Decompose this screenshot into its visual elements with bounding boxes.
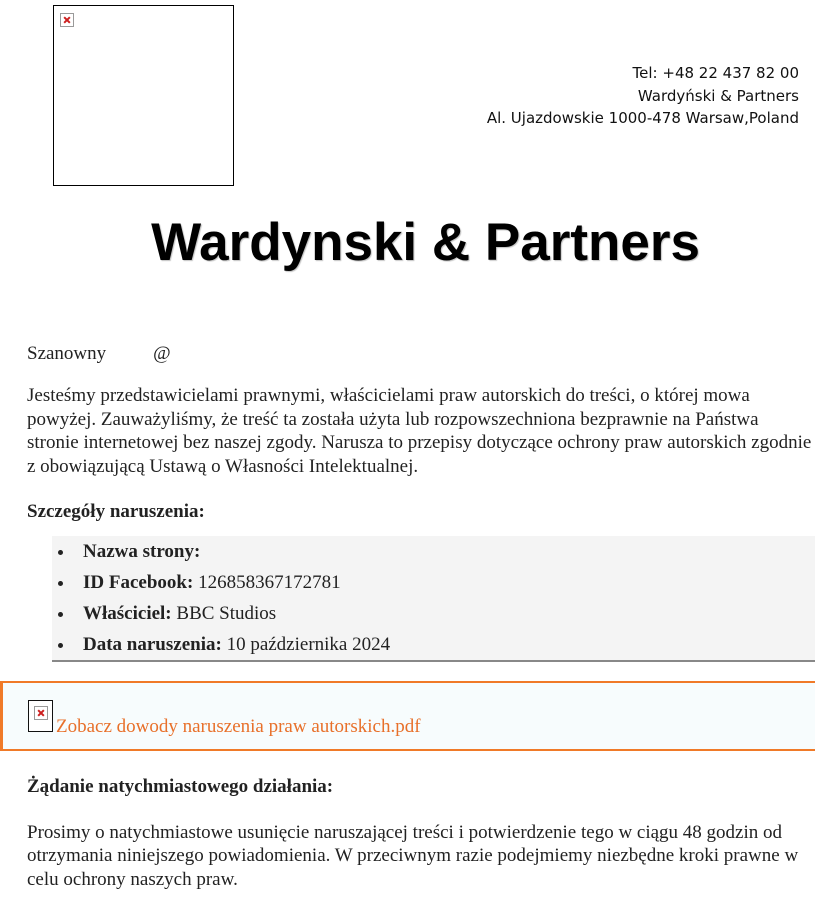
details-value: 126858367172781	[198, 571, 341, 593]
details-heading: Szczegóły naruszenia:	[27, 501, 205, 522]
contact-block	[487, 62, 799, 130]
demand-paragraph: Prosimy o natychmiastowe usunięcie naruszającej treści i potwierdzenie tego w ciągu 48 godzin od otrzymania niniejszego powiadomienia. W przeciwnym razie podejmiemy niezbędne kroki prawne w celu ochrony naszych praw.	[27, 821, 799, 890]
contact-phone: Tel: +48 22 437 82 00	[632, 64, 799, 82]
letter-body	[27, 338, 815, 662]
contact-address: Al. Ujazdowskie 1000-478 Warsaw,Poland	[486, 109, 799, 127]
greeting	[27, 338, 815, 370]
details-item-site-name	[52, 536, 815, 567]
details-label: Właściciel:	[83, 602, 172, 624]
contact-company: Wardyński & Partners	[637, 86, 799, 105]
details-list	[52, 536, 815, 662]
logo-image	[53, 5, 234, 186]
details-item-date	[52, 629, 815, 660]
details-item-facebook-id	[52, 567, 815, 598]
broken-image-icon	[60, 13, 74, 27]
greeting-at-symbol: @	[153, 343, 171, 364]
intro-paragraph: Jesteśmy przedstawicielami prawnymi, właścicielami praw autorskich do treści, o której mowa powyżej. Zauważyliśmy, że treść ta została użyta lub rozpowszechniona bezprawnie na Państwa stronie internetowej bez naszej zgody. Narusza to przepisy dotyczące ochrony praw autorskich zgodnie z obowiązującą Ustawą o Własności Intelektualnej.	[27, 385, 812, 477]
demand-heading: Żądanie natychmiastowego działania:	[27, 776, 334, 797]
details-label: Nazwa strony:	[83, 540, 201, 562]
demand-section	[27, 775, 815, 891]
details-value: 10 października 2024	[226, 633, 391, 655]
evidence-box	[0, 681, 815, 751]
details-item-owner	[52, 598, 815, 629]
details-label: Data naruszenia:	[83, 633, 222, 655]
details-label: ID Facebook:	[83, 571, 194, 593]
broken-image-icon	[34, 706, 48, 720]
details-value: BBC Studios	[176, 602, 277, 624]
greeting-salutation: Szanowny	[27, 343, 107, 364]
evidence-pdf-link[interactable]: Zobacz dowody naruszenia praw autorskich.pdf	[56, 716, 421, 737]
pdf-thumbnail[interactable]	[28, 700, 53, 732]
page-title: Wardynski & Partners	[151, 213, 700, 272]
